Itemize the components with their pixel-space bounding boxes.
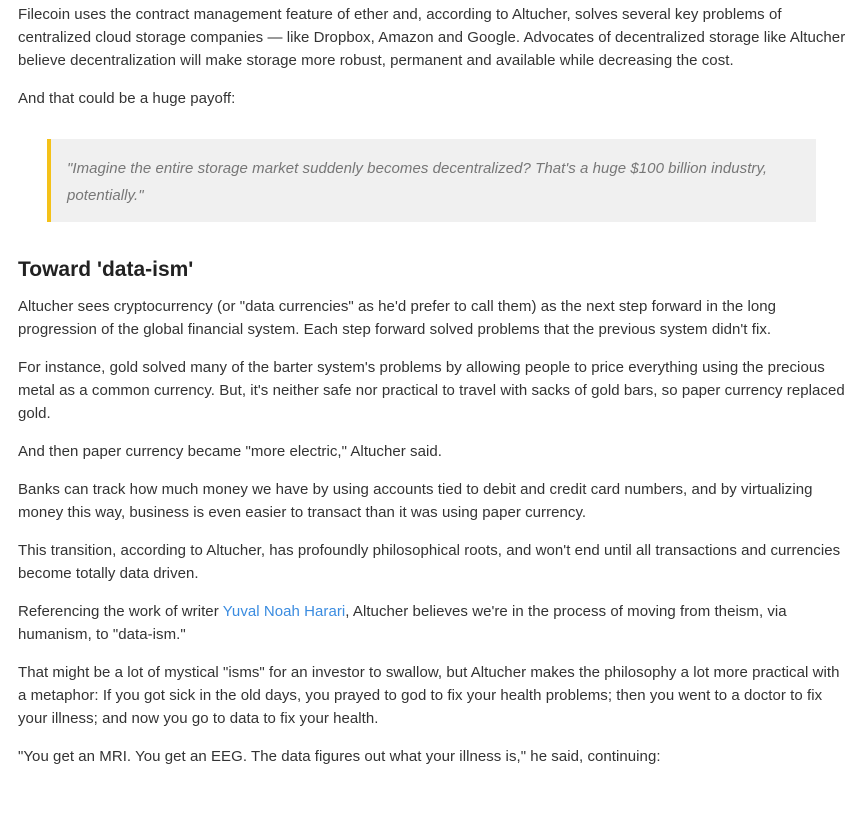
paragraph: Altucher sees cryptocurrency (or "data currencies" as he'd prefer to call them) as the next step forward in the long progression of the global financial system. Each step forward solved problems that the previous system didn't fix.	[18, 298, 777, 338]
paragraph	[18, 600, 848, 646]
section-heading: Toward 'data-ism'	[18, 258, 194, 281]
paragraph-text: Referencing the work of writer	[18, 603, 223, 620]
paragraph: And then paper currency became "more electric," Altucher said.	[18, 443, 442, 460]
pull-quote	[47, 139, 816, 222]
paragraph: "You get an MRI. You get an EEG. The data figures out what your illness is," he said, continuing:	[18, 748, 661, 765]
paragraph: For instance, gold solved many of the barter system's problems by allowing people to price everything using the precious metal as a common currency. But, it's neither safe nor practical to travel with sacks of gold bars, so paper currency replaced gold.	[18, 359, 845, 422]
paragraph: This transition, according to Altucher, has profoundly philosophical roots, and won't end until all transactions and currencies become totally data driven.	[18, 542, 841, 582]
quote-text: "Imagine the entire storage market suddenly becomes decentralized? That's a huge $100 billion industry, potentially."	[67, 160, 768, 204]
paragraph-text: , Altucher believes we're in the process of moving from theism, via humanism, to "data-ism."	[18, 603, 787, 643]
paragraph: Filecoin uses the contract management feature of ether and, according to Altucher, solves several key problems of centralized cloud storage companies — like Dropbox, Amazon and Google. Advocates of decentralized storage like Altucher believe decentralization will make storage more robust, permanent and available while decreasing the cost.	[18, 6, 846, 69]
yuval-noah-harari-link[interactable]: Yuval Noah Harari	[222, 603, 346, 620]
paragraph: That might be a lot of mystical "isms" for an investor to swallow, but Altucher makes the philosophy a lot more practical with a metaphor: If you got sick in the old days, you prayed to god to fix your health problems; then you went to a doctor to fix your illness; and now you go to data to fix your health.	[18, 664, 840, 727]
paragraph: Banks can track how much money we have by using accounts tied to debit and credit card numbers, and by virtualizing money this way, business is even easier to transact than it was using paper currency.	[18, 481, 813, 521]
paragraph: And that could be a huge payoff:	[18, 90, 236, 107]
